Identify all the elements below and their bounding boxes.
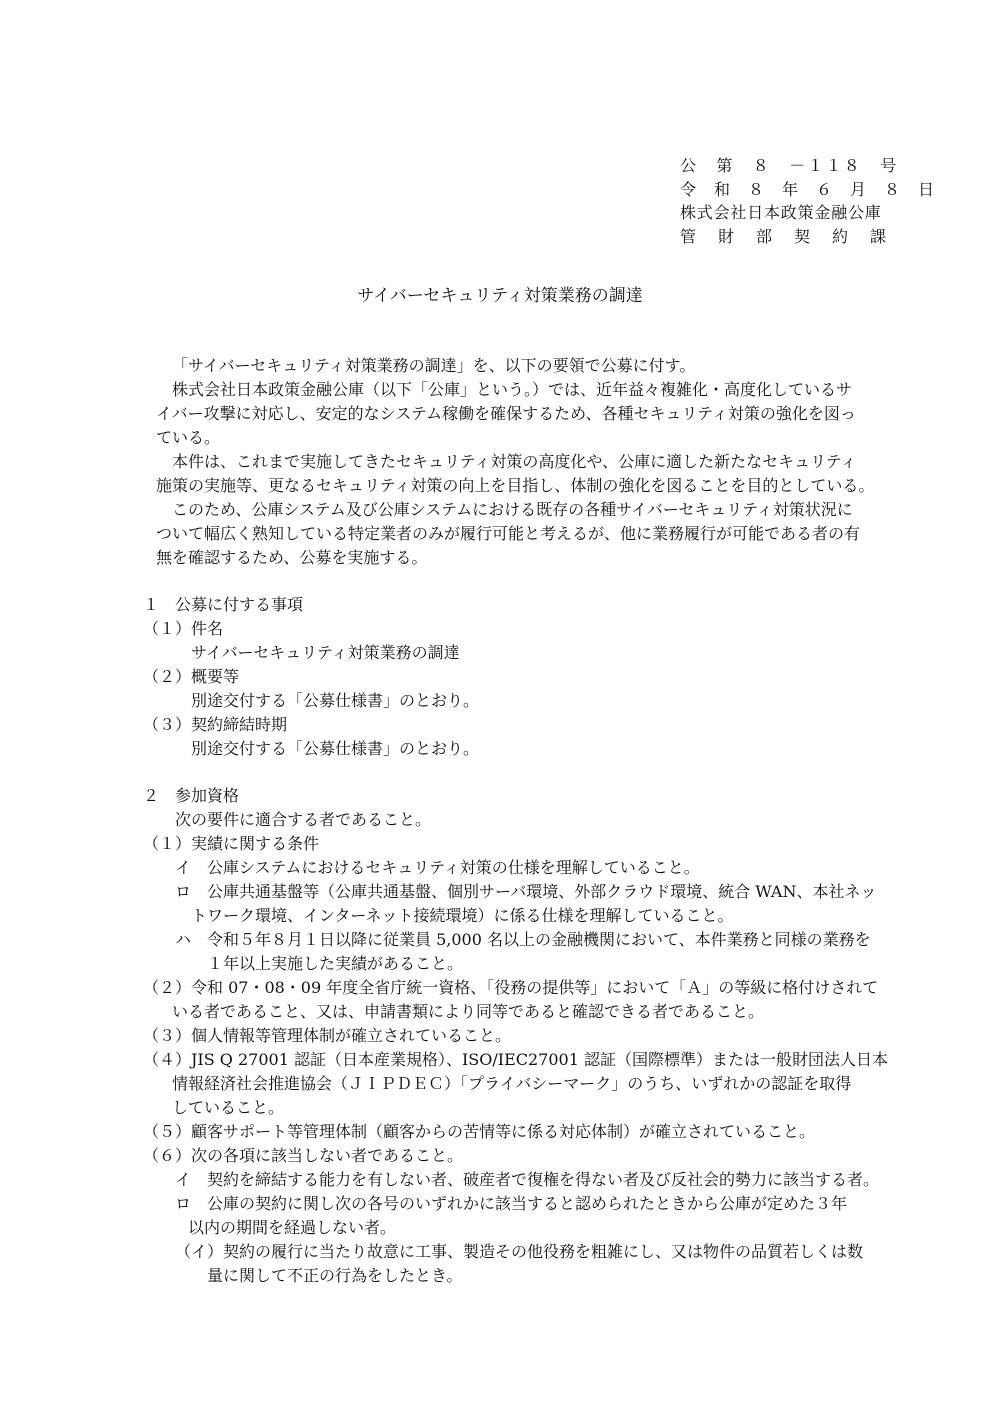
subsection-heading: （２）令和 07・08・09 年度全省庁統一資格、「役務の提供等」において「Ａ」の等級に格付けされて	[143, 978, 879, 997]
subsection-body: サイバーセキュリティ対策業務の調達	[191, 643, 460, 662]
subsection-body: 別途交付する「公募仕様書」のとおり。	[191, 739, 480, 758]
subsection-heading: （１）実績に関する条件	[143, 834, 320, 853]
intro-line: ついて幅広く熟知している特定業者のみが履行可能と考えるが、他に業務履行が可能である者の有	[156, 524, 861, 543]
intro-line: 無を確認するため、公募を実施する。	[156, 548, 428, 567]
list-item: イ 公庫システムにおけるセキュリティ対策の仕様を理解していること。	[175, 858, 700, 877]
issuer-dept: 管 財 部 契 約 課	[680, 226, 890, 246]
subsection-heading: （２）概要等	[143, 667, 240, 686]
intro-line: 施策の実施等、更なるセキュリティ対策の向上を目指し、体制の強化を図ることを目的としている。	[156, 476, 875, 495]
subsection-body: 別途交付する「公募仕様書」のとおり。	[191, 691, 480, 710]
document-header	[680, 154, 936, 248]
subsection-heading: （５）顧客サポート等管理体制（顧客からの苦情等に係る対応体制）が確立されていること。	[143, 1122, 816, 1141]
subsection-cont: いる者であること、又は、申請書類により同等であると確認できる者であること。	[172, 1002, 765, 1021]
issuer-org: 株式会社日本政策金融公庫	[680, 203, 882, 222]
list-item-cont: 以内の期間を経過しない者。	[188, 1218, 397, 1237]
list-item: ロ 公庫共通基盤等（公庫共通基盤、個別サーバ環境、外部クラウド環境、統合 WAN、本社ネッ	[175, 882, 877, 901]
section-heading: １ 公募に付する事項	[143, 595, 304, 614]
intro-line: このため、公庫システム及び公庫システムにおける既存の各種サイバーセキュリティ対策状況に	[172, 500, 853, 519]
list-item: イ 契約を締結する能力を有しない者、破産者で復権を得ない者及び反社会的勢力に該当する者。	[175, 1170, 880, 1189]
intro-line: ている。	[156, 428, 221, 447]
document-date: 令 和 ８ 年 ６ 月 ８ 日	[680, 179, 936, 199]
subsection-heading: （１）件名	[143, 619, 224, 638]
section-heading: ２ 参加資格	[143, 786, 240, 805]
subsection-heading: （３）個人情報等管理体制が確立されていること。	[143, 1026, 512, 1045]
subsection-heading: （４）JIS Q 27001 認証（日本産業規格）、ISO/IEC27001 認証（国際標準）または一般財団法人日本	[143, 1050, 888, 1069]
list-item: ロ 公庫の契約に関し次の各号のいずれかに該当すると認められたときから公庫が定めた３年	[175, 1194, 848, 1213]
document-number: 公 第 ８ －１１８ 号	[680, 156, 899, 175]
sub-list-item-cont: 量に関して不正の行為をしたとき。	[207, 1266, 463, 1285]
list-item-cont: トワーク環境、インターネット接続環境）に係る仕様を理解していること。	[191, 906, 734, 925]
document-title: サイバーセキュリティ対策業務の調達	[357, 286, 643, 306]
intro-line: イバー攻撃に対応し、安定的なシステム稼働を確保するため、各種セキュリティ対策の強化を図っ	[156, 404, 856, 423]
section-text: 次の要件に適合する者であること。	[175, 810, 432, 829]
intro-line: 「サイバーセキュリティ対策業務の調達」を、以下の要領で公募に付す。	[172, 356, 696, 375]
subsection-cont: 情報経済社会推進協会（ＪＩＰＤＥＣ）「プライバシーマーク」のうち、いずれかの認証を取得	[172, 1074, 852, 1093]
list-item: ハ 令和５年８月１日以降に従業員 5,000 名以上の金融機関において、本件業務と同様の業務を	[175, 930, 871, 949]
intro-line: 本件は、これまで実施してきたセキュリティ対策の高度化や、公庫に適した新たなセキュリティ	[172, 452, 857, 471]
intro-line: 株式会社日本政策金融公庫（以下「公庫」という。）では、近年益々複雑化・高度化しているサ	[172, 380, 853, 399]
subsection-cont: していること。	[172, 1098, 285, 1117]
sub-list-item: （イ）契約の履行に当たり故意に工事、製造その他役務を粗雑にし、又は物件の品質若しくは数	[175, 1242, 864, 1261]
subsection-heading: （６）次の各項に該当しない者であること。	[143, 1146, 464, 1165]
subsection-heading: （３）契約締結時期	[143, 715, 288, 734]
list-item-cont: １年以上実施した実績があること。	[207, 954, 464, 973]
